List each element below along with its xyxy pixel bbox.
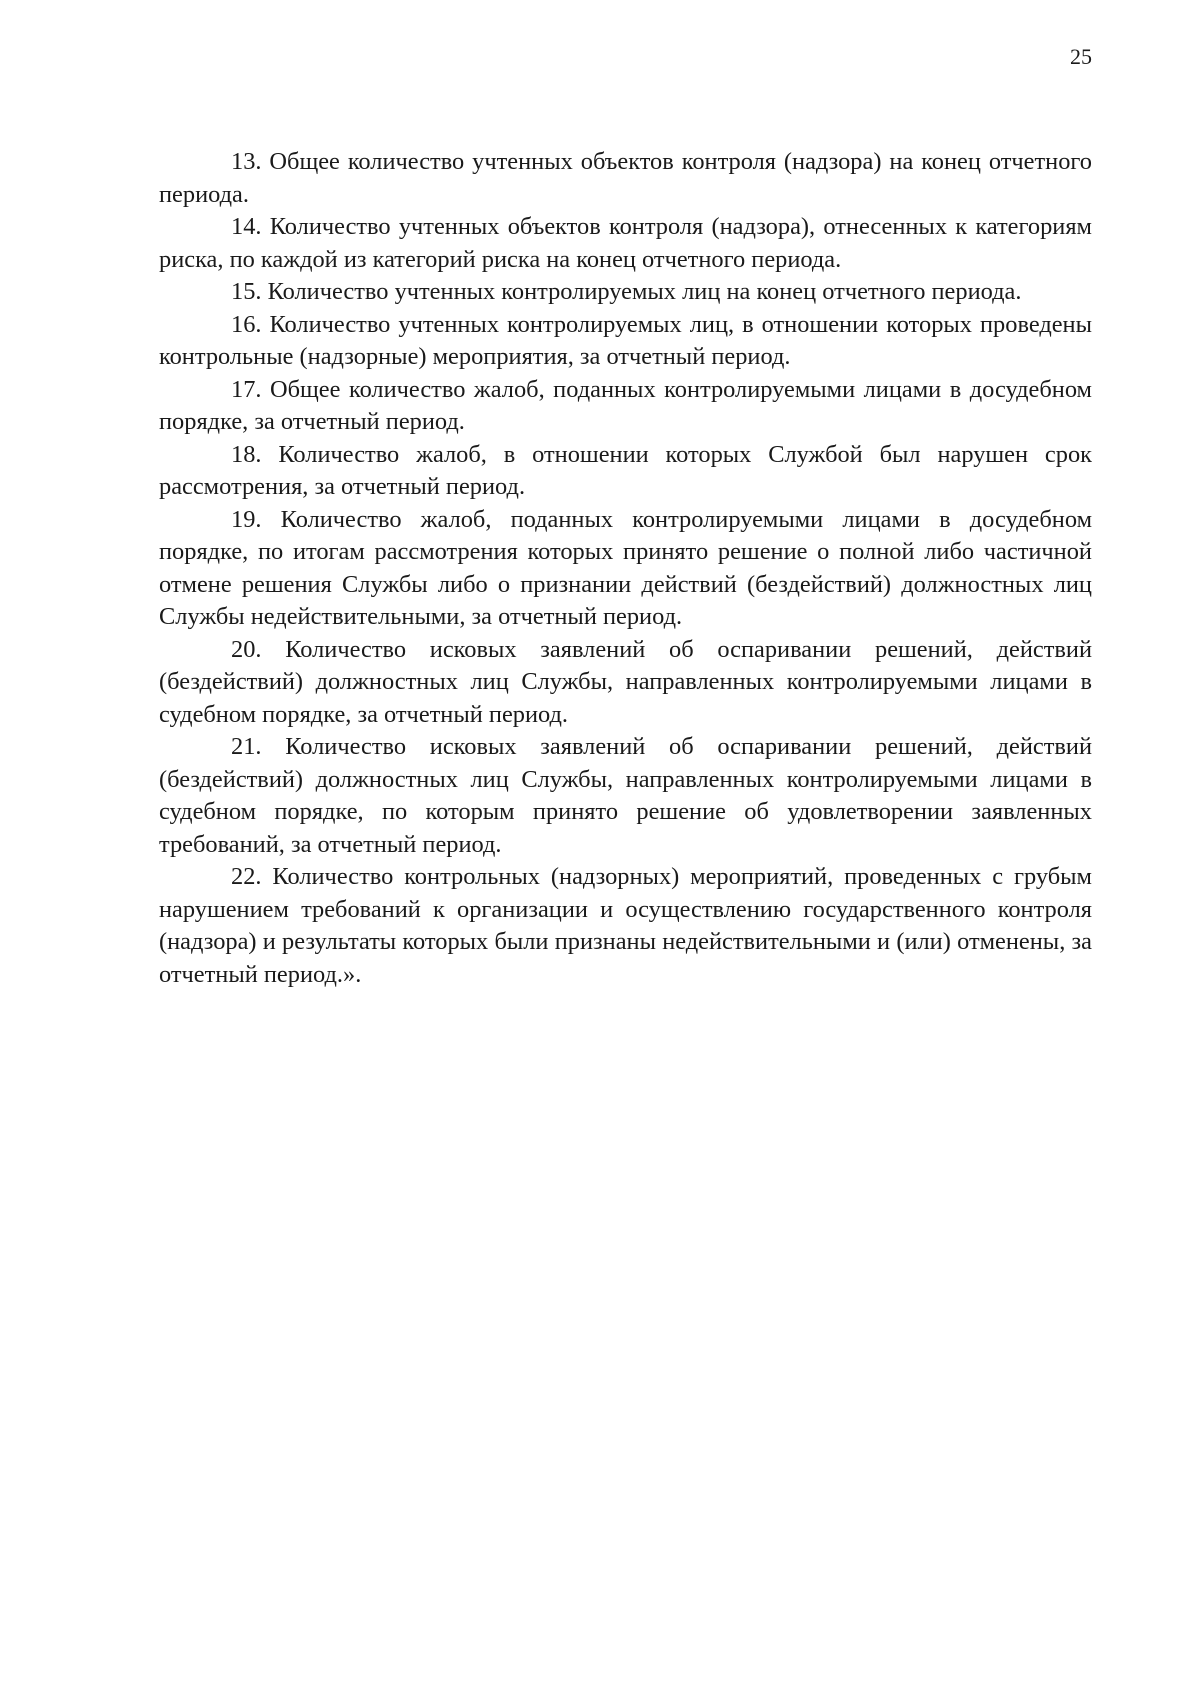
paragraph-item-22: 22. Количество контрольных (надзорных) мероприятий, проведенных с грубым нарушением требований к организации и осуществлению государственного контроля (надзора) и результаты которых были признаны недействительными и (или) отменены, за отчетный период.». [159,863,1092,988]
document-body [159,146,1092,991]
paragraph-item-15: 15. Количество учтенных контролируемых лиц на конец отчетного периода. [231,278,1022,305]
paragraph-item-18: 18. Количество жалоб, в отношении которых Службой был нарушен срок рассмотрения, за отчетный период. [159,440,1092,500]
paragraph-item-13: 13. Общее количество учтенных объектов контроля (надзора) на конец отчетного периода. [159,148,1092,208]
paragraph-item-14: 14. Количество учтенных объектов контроля (надзора), отнесенных к категориям риска, по каждой из категорий риска на конец отчетного периода. [159,213,1092,273]
paragraph-item-19: 19. Количество жалоб, поданных контролируемыми лицами в досудебном порядке, по итогам рассмотрения которых принято решение о полной либо частичной отмене решения Службы либо о признании действий (бездействий) должностных лиц Службы недействительными, за отчетный период. [159,505,1092,630]
page-number: 25 [1070,44,1092,69]
paragraph-item-16: 16. Количество учтенных контролируемых лиц, в отношении которых проведены контрольные (надзорные) мероприятия, за отчетный период. [159,310,1092,370]
paragraph-item-17: 17. Общее количество жалоб, поданных контролируемыми лицами в досудебном порядке, за отчетный период. [159,375,1092,435]
paragraph-item-20: 20. Количество исковых заявлений об оспаривании решений, действий (бездействий) должностных лиц Службы, направленных контролируемыми лицами в судебном порядке, за отчетный период. [159,635,1092,728]
paragraph-item-21: 21. Количество исковых заявлений об оспаривании решений, действий (бездействий) должностных лиц Службы, направленных контролируемыми лицами в судебном порядке, по которым принято решение об удовлетворении заявленных требований, за отчетный период. [159,733,1092,858]
